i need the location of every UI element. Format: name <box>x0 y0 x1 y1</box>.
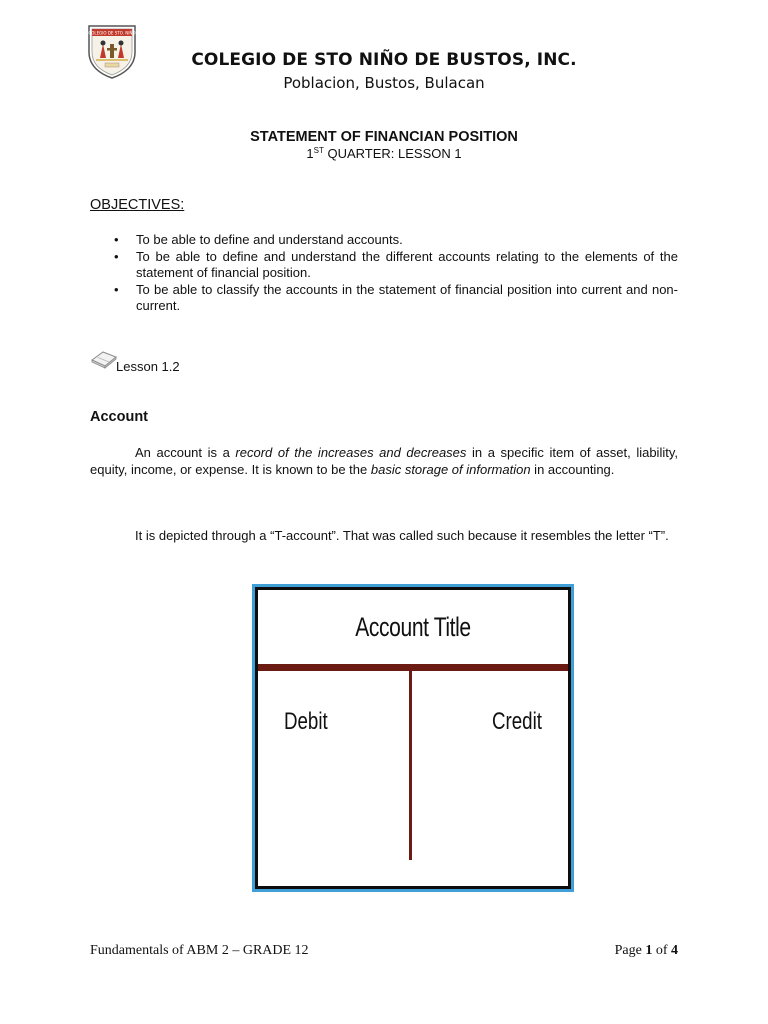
t-account-title: Account Title <box>355 612 471 642</box>
document-subtitle <box>0 146 768 161</box>
subtitle-text: QUARTER: LESSON 1 <box>323 146 462 161</box>
book-icon <box>90 348 118 370</box>
objective-item: • To be able to classify the accounts in the statement of financial position into current and non-current. <box>90 282 678 315</box>
document-title: STATEMENT OF FINANCIAN POSITION <box>250 129 518 145</box>
para1-text-c: in accounting. <box>530 462 615 477</box>
account-heading: Account <box>90 409 148 425</box>
footer-course: Fundamentals of ABM 2 – GRADE 12 <box>90 943 309 958</box>
para1-text-b: in a specific item of asset, liability, equity, income, or expense. It is known to be the <box>90 445 678 477</box>
page-prefix: Page <box>614 943 646 958</box>
para1-emphasis-2: basic storage of information <box>370 462 531 477</box>
account-definition-paragraph <box>90 444 678 478</box>
subtitle-number: 1 <box>306 146 314 161</box>
school-name: COLEGIO DE STO NIÑO DE BUSTOS, INC. <box>191 50 577 70</box>
objective-item: • To be able to define and understand the different accounts relating to the elements of the statement of financial position. <box>90 249 678 282</box>
t-account-vertical-bar <box>409 671 412 860</box>
para1-emphasis-1: record of the increases and decreases <box>235 445 467 460</box>
t-account-debit-label: Debit <box>284 708 328 735</box>
t-account-frame <box>255 587 571 889</box>
t-account-paragraph: It is depicted through a “T-account”. That was called such because it resembles the letter “T”. <box>135 528 669 543</box>
school-address: Poblacion, Bustos, Bulacan <box>283 74 485 92</box>
page-mid: of <box>652 943 671 958</box>
footer-page-number <box>615 943 678 959</box>
objective-item: • To be able to define and understand accounts. <box>90 232 678 249</box>
objectives-heading: OBJECTIVES: <box>90 197 185 213</box>
para1-text-a: An account is a <box>135 445 236 460</box>
lesson-label: Lesson 1.2 <box>116 359 180 374</box>
subtitle-ordinal: ST <box>313 146 324 155</box>
page-current: 1 <box>645 943 653 958</box>
objectives-list <box>90 232 678 315</box>
logo-text: COLEGIO DE STO. NIÑO <box>88 30 136 36</box>
t-account-credit-label: Credit <box>492 708 542 735</box>
t-account-horizontal-bar <box>258 664 568 671</box>
t-account-figure <box>252 584 574 892</box>
page-total: 4 <box>671 943 678 958</box>
